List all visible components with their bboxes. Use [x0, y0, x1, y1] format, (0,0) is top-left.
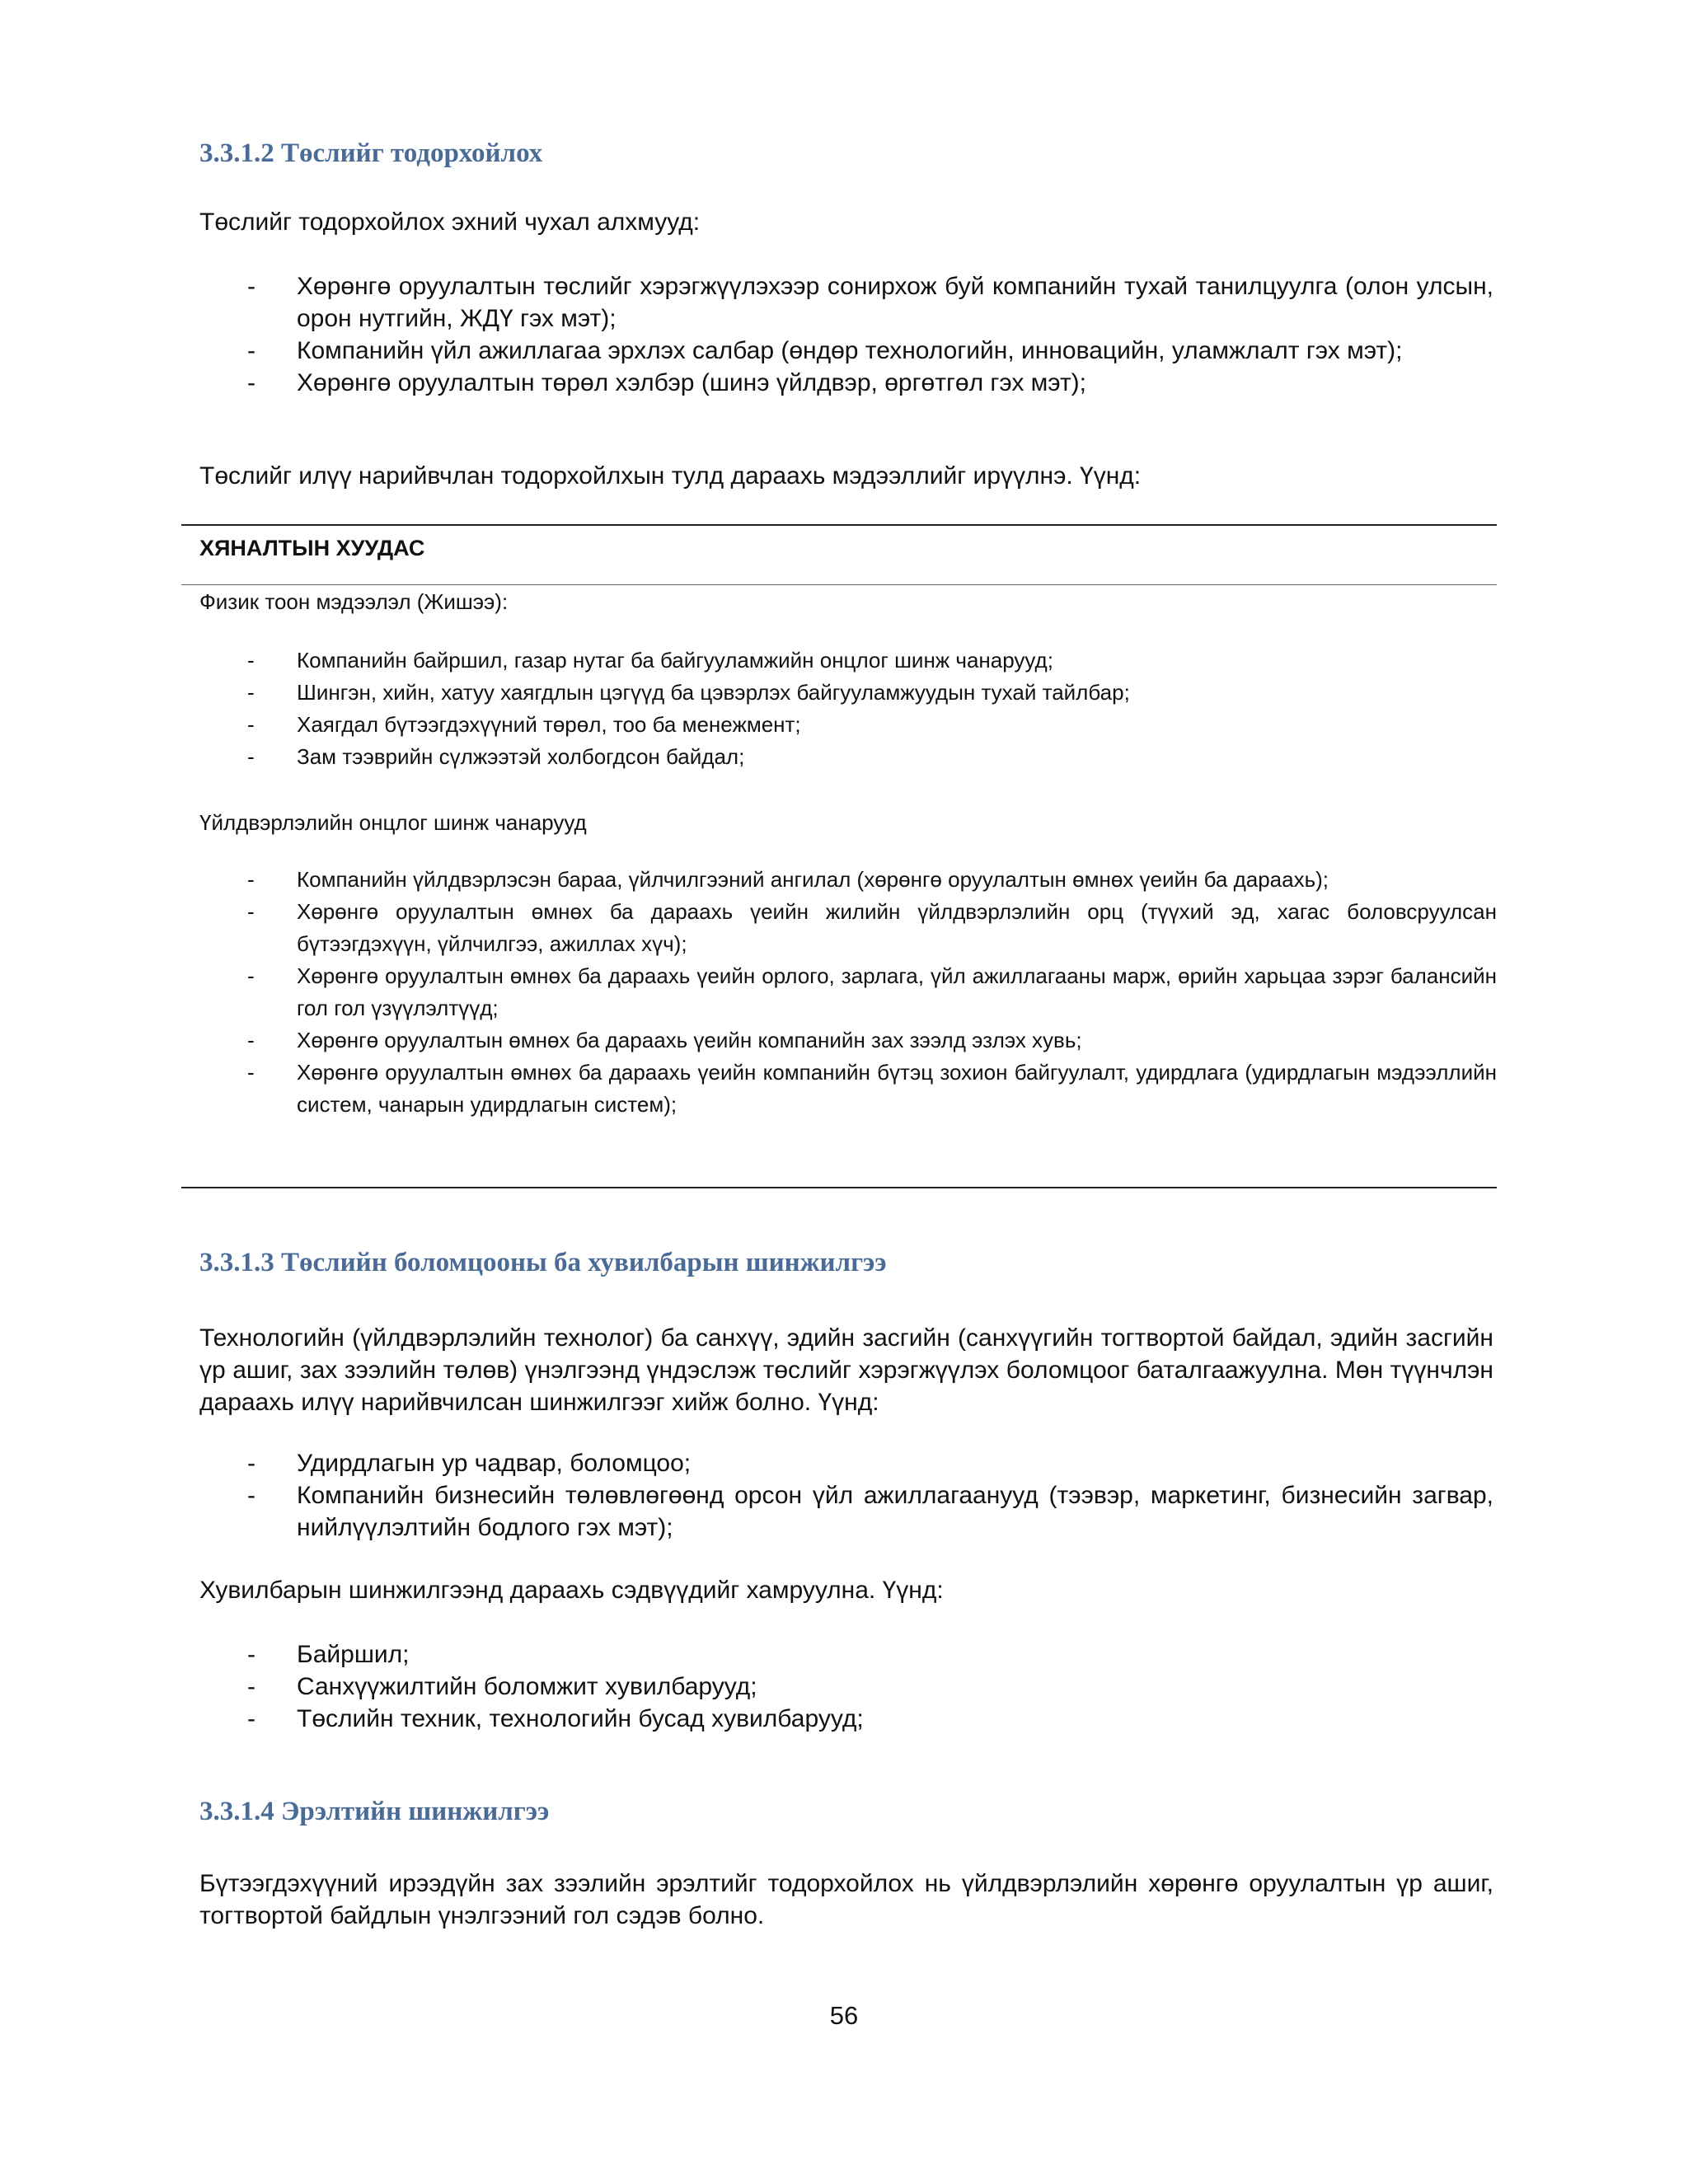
dash-bullet: - [247, 1673, 256, 1700]
dash-bullet: - [247, 899, 255, 924]
feasibility-list [199, 1447, 1493, 1544]
list-item: - Компанийн үйл ажиллагаа эрхлэх салбар (өндөр технологийн, инновацийн, уламжлалт гэх мэт); [199, 335, 1493, 367]
checklist-divider [181, 584, 1497, 585]
dash-bullet: - [247, 867, 255, 892]
dash-bullet: - [247, 273, 256, 300]
dash-bullet: - [247, 337, 256, 364]
alternatives-list [199, 1638, 1493, 1735]
list-item: - Хаягдал бүтээгдэхүүний төрөл, тоо ба менежмент; [199, 709, 1497, 741]
list-item: - Байршил; [199, 1638, 1493, 1671]
steps-list [199, 270, 1493, 399]
alternatives-intro: Хувилбарын шинжилгээнд дараахь сэдвүүдийг хамруулна. Үүнд: [199, 1577, 944, 1604]
list-item: - Компанийн байршил, газар нутаг ба байгууламжийн онцлог шинж чанарууд; [199, 644, 1497, 677]
list-item: - Компанийн бизнесийн төлөвлөгөөнд орсон үйл ажиллагаанууд (тээвэр, маркетинг, бизнесийн загвар, нийлүүлэлтийн бодлого гэх мэт); [199, 1479, 1493, 1544]
dash-bullet: - [247, 648, 255, 673]
section-heading-3-3-1-4: 3.3.1.4 Эрэлтийн шинжилгээ [199, 1797, 550, 1826]
list-item: - Хөрөнгө оруулалтын өмнөх ба дараахь үеийн орлого, зарлага, үйл ажиллагааны марж, өрийн харьцаа зэрэг балансийн гол гол үзүүлэлтүүд; [199, 960, 1497, 1024]
checklist-title: ХЯНАЛТЫН ХУУДАС [199, 536, 425, 560]
list-item: - Зам тээврийн сүлжээтэй холбогдсон байдал; [199, 741, 1497, 773]
checklist-box [181, 524, 1497, 1188]
dash-bullet: - [247, 744, 255, 769]
dash-bullet: - [247, 1641, 256, 1668]
section-313-paragraph: Технологийн (үйлдвэрлэлийн технолог) ба санхүү, эдийн засгийн (санхүүгийн тогтвортой байдал, эдийн засгийн үр ашиг, зах зээлийн төлөв) үнэлгээнд үндэслэж төслийг хэрэгжүүлэх боломцоог баталгаажуулна. Мөн түүнчлэн дараахь илүү нарийвчилсан шинжилгээг хийж болно. Үүнд: [199, 1324, 1493, 1416]
production-label: Үйлдвэрлэлийн онцлог шинж чанарууд [199, 810, 587, 835]
dash-bullet: - [247, 1482, 256, 1509]
physical-data-list [199, 644, 1497, 773]
dash-bullet: - [247, 1705, 256, 1732]
dash-bullet: - [247, 369, 256, 396]
list-item: - Санхүүжилтийн боломжит хувилбарууд; [199, 1671, 1493, 1703]
list-item: - Удирдлагын ур чадвар, боломцоо; [199, 1447, 1493, 1479]
dash-bullet: - [247, 1450, 256, 1477]
dash-bullet: - [247, 680, 255, 705]
list-item: - Хөрөнгө оруулалтын төслийг хэрэгжүүлэхээр сонирхож буй компанийн тухай танилцуулга (олон улсын, орон нутгийн, ЖДҮ гэх мэт); [199, 270, 1493, 335]
list-item: - Хөрөнгө оруулалтын өмнөх ба дараахь үеийн компанийн зах зээлд эзлэх хувь; [199, 1024, 1497, 1057]
list-item: - Шингэн, хийн, хатуу хаягдлын цэгүүд ба цэвэрлэх байгууламжуудын тухай тайлбар; [199, 677, 1497, 709]
dash-bullet: - [247, 963, 255, 988]
list-item: - Төслийн техник, технологийн бусад хувилбарууд; [199, 1703, 1493, 1735]
physical-data-label: Физик тоон мэдээлэл (Жишээ): [199, 589, 509, 614]
list-item: - Хөрөнгө оруулалтын төрөл хэлбэр (шинэ үйлдвэр, өргөтгөл гэх мэт); [199, 367, 1493, 399]
list-item: - Хөрөнгө оруулалтын өмнөх ба дараахь үеийн компанийн бүтэц зохион байгуулалт, удирдлага (удирдлагын мэдээллийн систем, чанарын удирдлагын систем); [199, 1057, 1497, 1121]
dash-bullet: - [247, 1060, 255, 1085]
production-list [199, 864, 1497, 1121]
dash-bullet: - [247, 712, 255, 737]
section-314-paragraph: Бүтээгдэхүүний ирээдүйн зах зээлийн эрэлтийг тодорхойлох нь үйлдвэрлэлийн хөрөнгө оруулалтын үр ашиг, тогтвортой байдлын үнэлгээний гол сэдэв болно. [199, 1870, 1493, 1929]
list-item: - Хөрөнгө оруулалтын өмнөх ба дараахь үеийн жилийн үйлдвэрлэлийн орц (түүхий эд, хагас боловсруулсан бүтээгдэхүүн, үйлчилгээ, ажиллах хүч); [199, 896, 1497, 960]
section-heading-3-3-1-2: 3.3.1.2 Төслийг тодорхойлох [199, 138, 543, 168]
page-number: 56 [829, 2001, 859, 2030]
list-item: - Компанийн үйлдвэрлэсэн бараа, үйлчилгээний ангилал (хөрөнгө оруулалтын өмнөх үеийн ба дараахь); [199, 864, 1497, 896]
section-heading-3-3-1-3: 3.3.1.3 Төслийн боломцооны ба хувилбарын шинжилгээ [199, 1248, 887, 1277]
dash-bullet: - [247, 1028, 255, 1052]
section-after-text: Төслийг илүү нарийвчлан тодорхойлхын тулд дараахь мэдээллийг ирүүлнэ. Үүнд: [199, 462, 1142, 490]
section-intro: Төслийг тодорхойлох эхний чухал алхмууд: [199, 209, 701, 236]
